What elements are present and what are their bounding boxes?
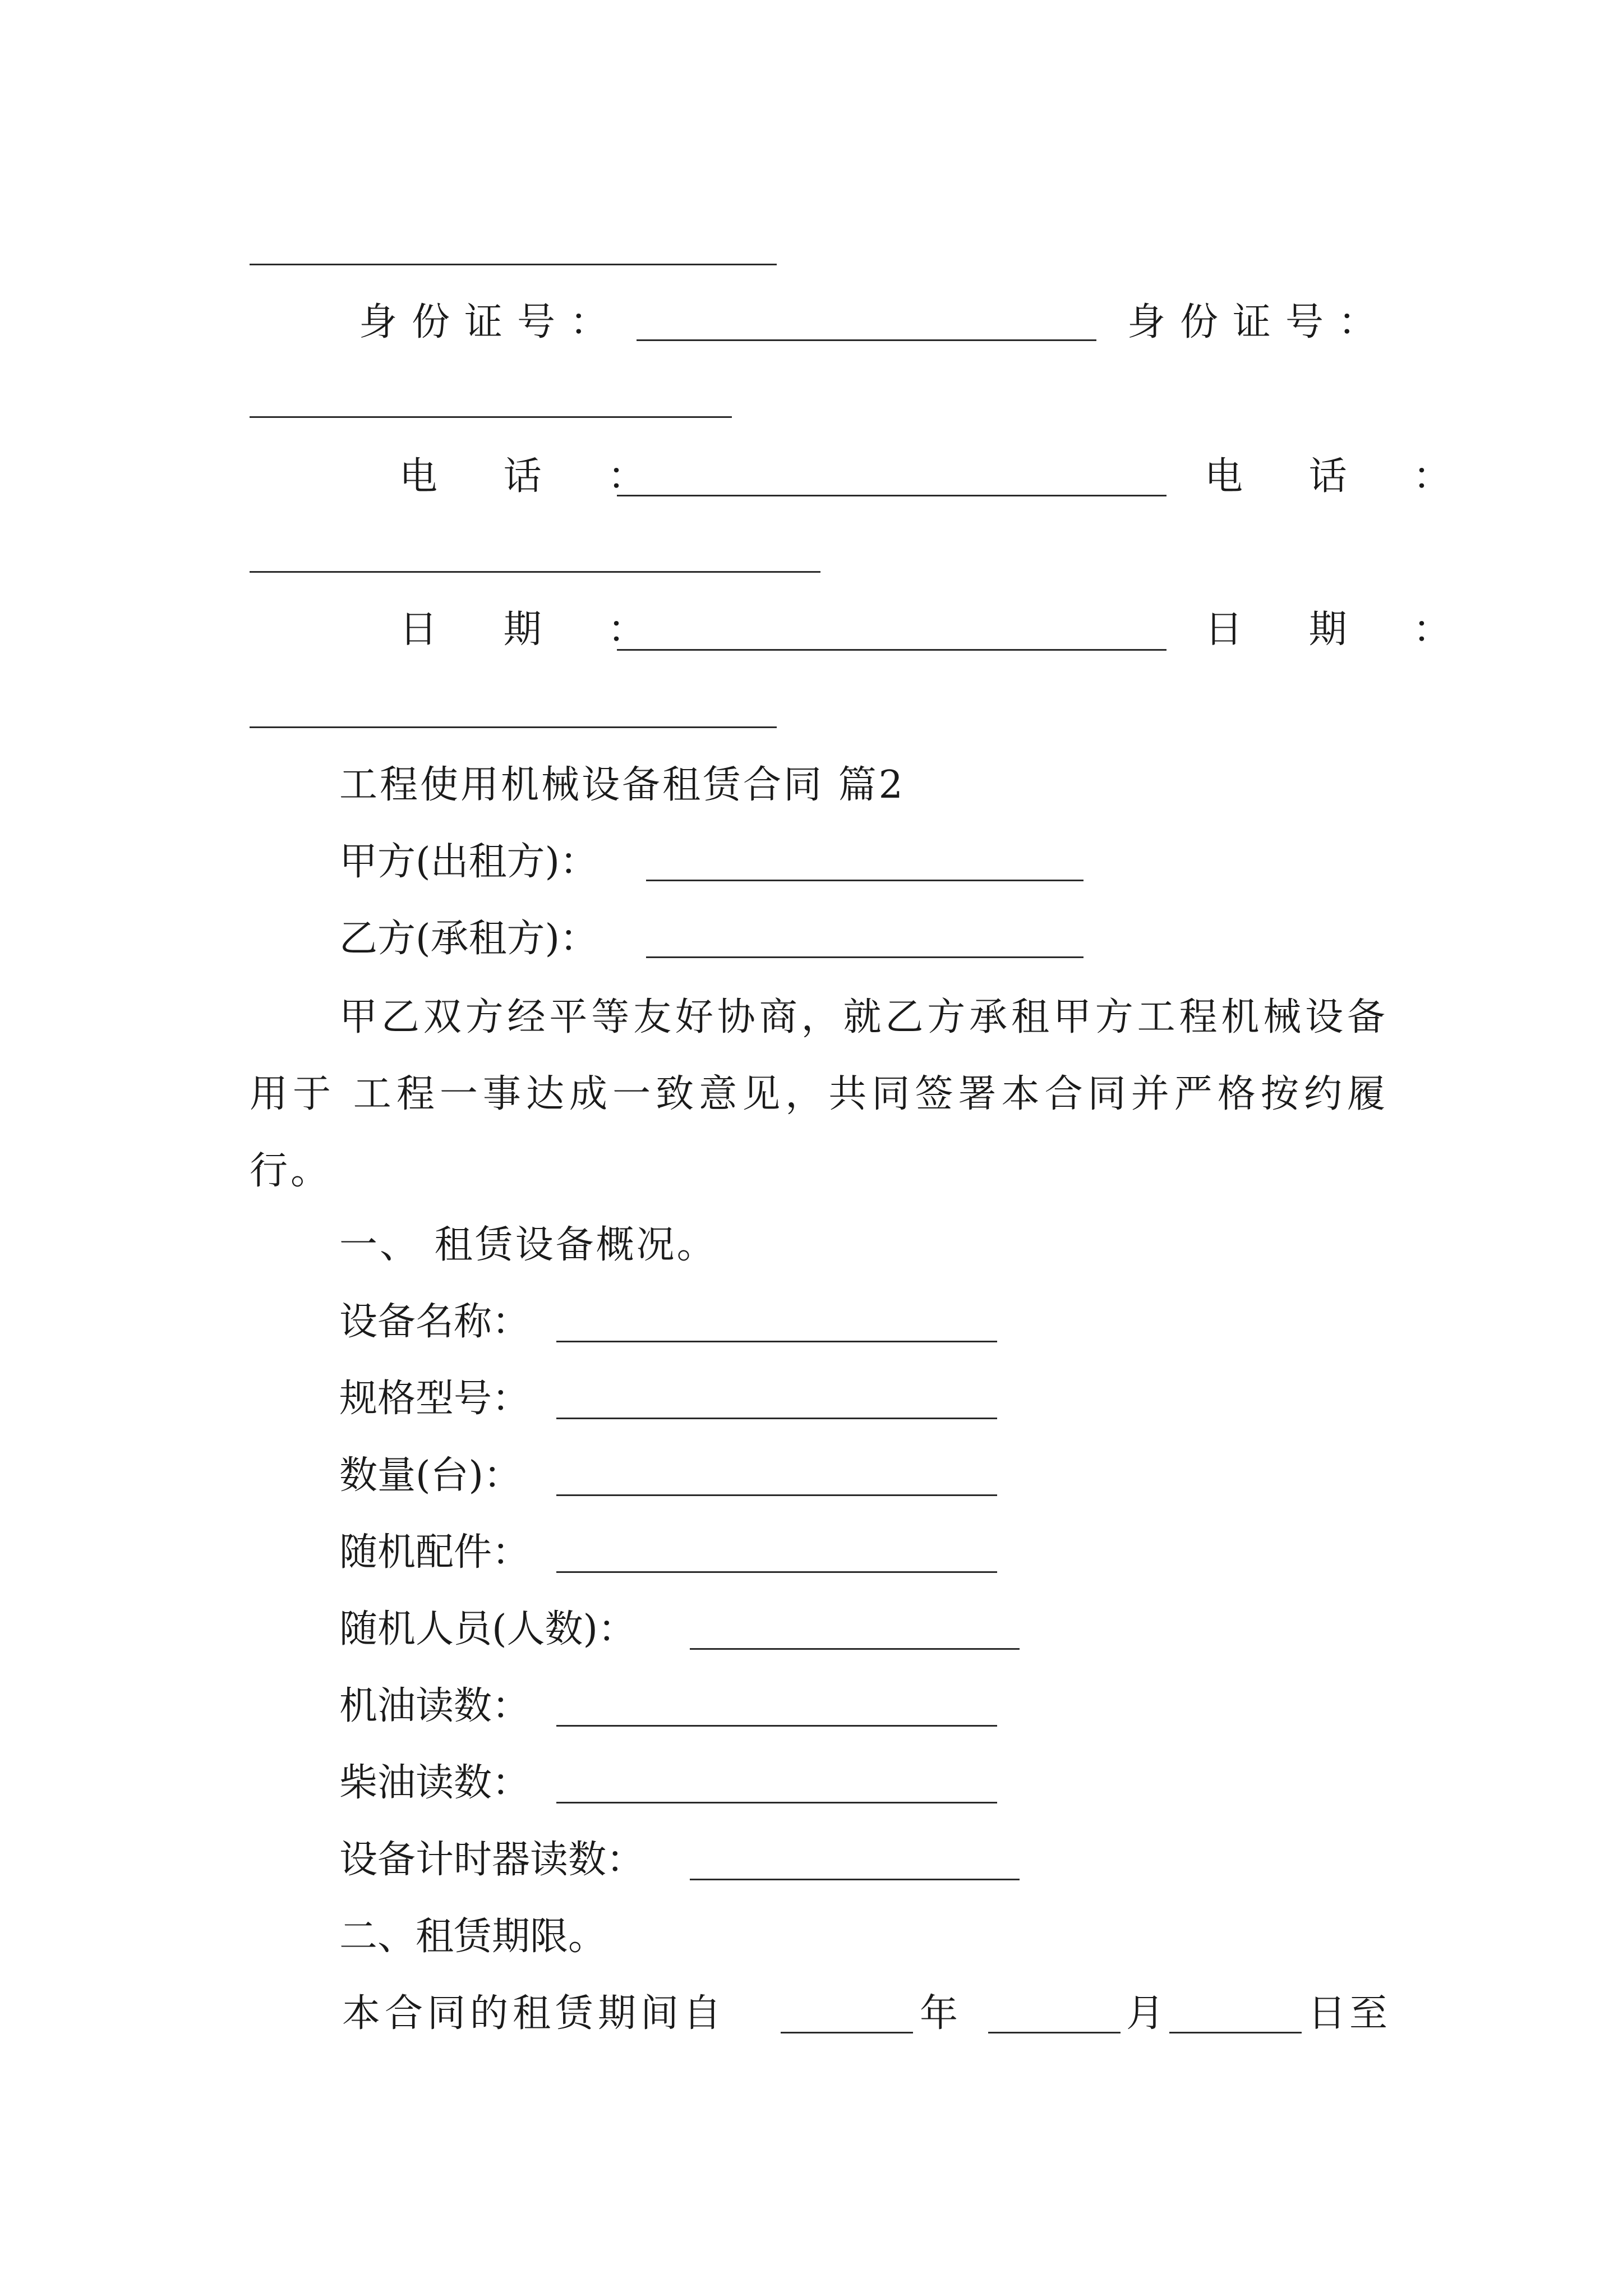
term-year: 年 <box>920 1991 958 2036</box>
field-personnel: 随机人员(人数)： <box>339 1607 637 1651</box>
blank-start-year[interactable] <box>781 2032 913 2033</box>
term-month: 月 <box>1126 1991 1165 2036</box>
blank-equipment-name[interactable] <box>556 1341 997 1342</box>
party-b-label: 乙方(承租方)： <box>339 917 598 961</box>
party-a-blank[interactable] <box>646 880 1083 881</box>
date-label-left: 日 期 ： <box>399 608 673 652</box>
id-blank-right[interactable] <box>250 416 732 418</box>
blank-model[interactable] <box>556 1418 997 1419</box>
field-model: 规格型号： <box>339 1377 531 1421</box>
field-engine-oil: 机油读数： <box>339 1684 531 1728</box>
blank-line <box>250 264 777 265</box>
date-blank-left[interactable] <box>617 649 1166 651</box>
field-diesel: 柴油读数： <box>339 1761 531 1805</box>
part2-heading: 二、租赁期限。 <box>339 1915 607 1959</box>
term-day-to: 日至 <box>1308 1991 1391 2036</box>
blank-start-month[interactable] <box>988 2032 1121 2033</box>
phone-label-right: 电 话 ： <box>1205 454 1478 499</box>
field-hour-meter: 设备计时器读数： <box>339 1838 645 1882</box>
party-a-label: 甲方(出租方)： <box>339 840 598 884</box>
section-title: 工程使用机械设备租赁合同 篇2 <box>339 763 905 807</box>
blank-engine-oil[interactable] <box>556 1725 997 1727</box>
term-prefix: 本合同的租赁期间自 <box>342 1991 726 2036</box>
blank-personnel[interactable] <box>690 1648 1020 1650</box>
intro-paragraph: 甲乙双方经平等友好协商，就乙方承租甲方工程机械设备用于 工程一事达成一致意见，共同签署本合同并严格按约履行。 <box>250 995 1388 1193</box>
blank-diesel[interactable] <box>556 1802 997 1803</box>
field-accessories: 随机配件： <box>339 1530 531 1575</box>
id-label-left: 身份证号： <box>359 300 623 344</box>
date-blank-right[interactable] <box>250 726 777 728</box>
blank-start-day[interactable] <box>1169 2032 1302 2033</box>
phone-label-left: 电 话 ： <box>399 454 673 499</box>
blank-accessories[interactable] <box>556 1571 997 1573</box>
date-label-right: 日 期 ： <box>1205 608 1478 652</box>
party-b-blank[interactable] <box>646 956 1083 958</box>
id-blank-left[interactable] <box>637 339 1096 341</box>
blank-hour-meter[interactable] <box>690 1879 1020 1880</box>
phone-blank-left[interactable] <box>617 495 1166 496</box>
field-equipment-name: 设备名称： <box>339 1300 531 1344</box>
field-quantity: 数量(台)： <box>339 1453 522 1498</box>
blank-quantity[interactable] <box>556 1494 997 1496</box>
id-label-right: 身份证号： <box>1127 300 1391 344</box>
part1-heading: 一、 租赁设备概况。 <box>339 1223 717 1267</box>
phone-blank-right[interactable] <box>250 571 820 573</box>
